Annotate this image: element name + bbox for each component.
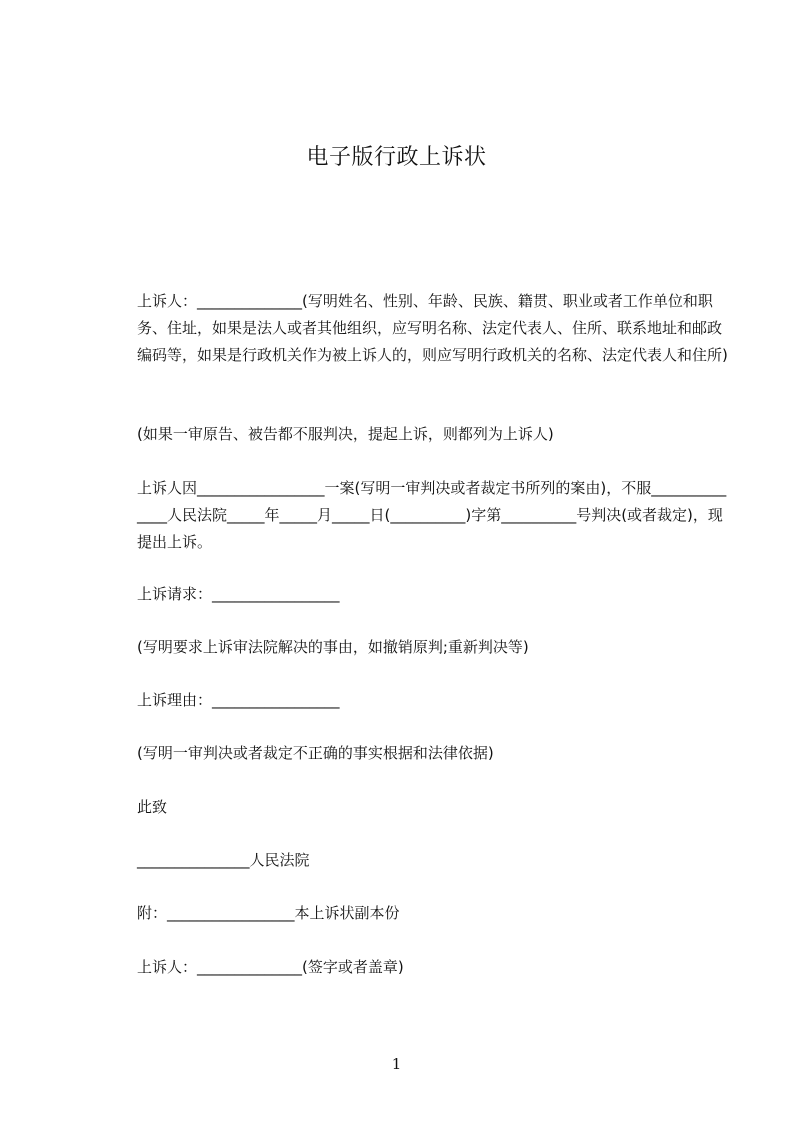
signature-line: 上诉人：______________(签字或者盖章) (137, 958, 404, 976)
attachment-line: 附：_________________本上诉状副本份 (137, 904, 400, 922)
appeal-reason-line: 上诉理由：_________________ (137, 691, 340, 709)
page-number: 1 (391, 1055, 402, 1073)
case-statement-paragraph: 上诉人因_________________一案(写明一审判决或者裁定书所列的案由)，不服______________人民法院_____年_____月_____日(__________)字第__________号判决(或者裁定)，现提出上诉。 (137, 479, 727, 551)
document-title: 电子版行政上诉状 (306, 145, 487, 170)
appeal-request-note: (写明要求上诉审法院解决的事由，如撤销原判;重新判决等) (137, 638, 529, 656)
appeal-reason-note: (写明一审判决或者裁定不正确的事实根据和法律依据) (137, 744, 494, 762)
court-line: _______________人民法院 (137, 851, 310, 869)
both-parties-note: (如果一审原告、被告都不服判决，提起上诉，则都列为上诉人) (137, 425, 554, 443)
appellant-info-paragraph: 上诉人：______________(写明姓名、性别、年龄、民族、籍贯、职业或者工作单位和职务、住址，如果是法人或者其他组织，应写明名称、法定代表人、住所、联系地址和邮政编码等，如果是行政机关作为被上诉人的，则应写明行政机关的名称、法定代表人和住所) (137, 292, 728, 364)
appeal-request-line: 上诉请求：_________________ (137, 585, 340, 603)
salutation: 此致 (137, 798, 168, 816)
